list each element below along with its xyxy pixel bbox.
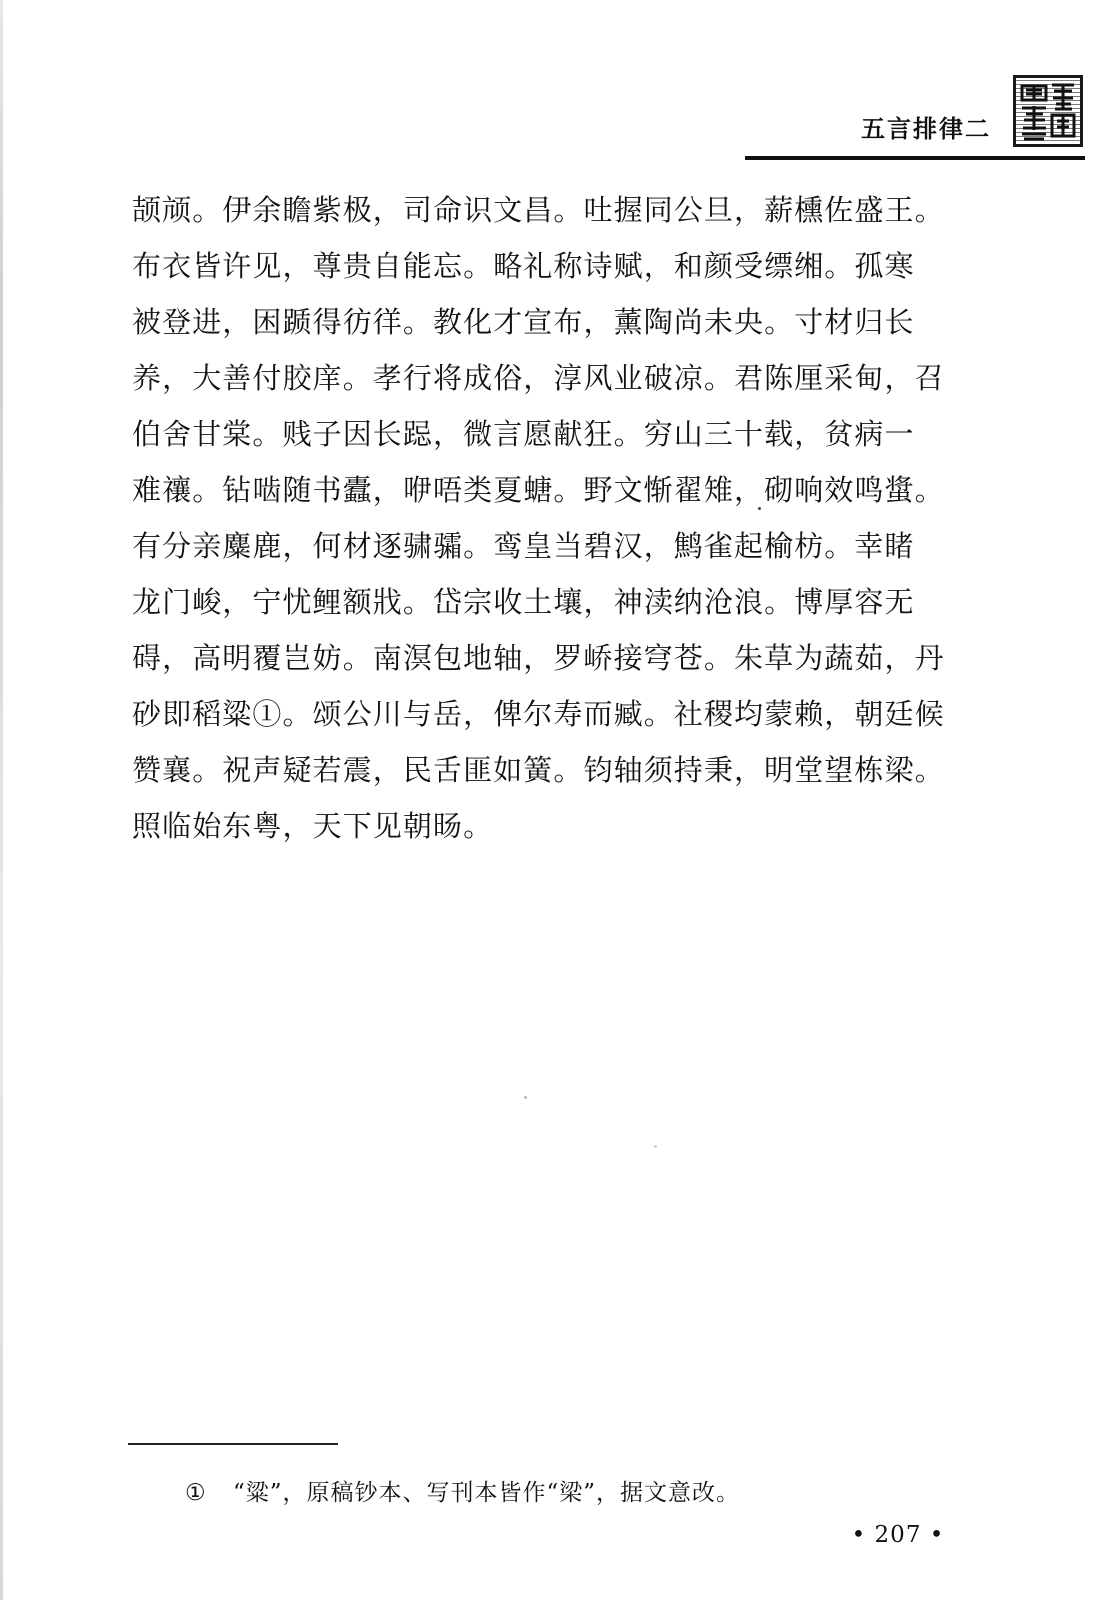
running-header (745, 70, 1090, 170)
footnote-rule (128, 1443, 338, 1445)
poem-line: 碍，高明覆岂妨。南溟包地轴，罗峤接穹苍。朱草为蔬茹，丹 (132, 641, 945, 675)
poem-line: 赞襄。祝声疑若震，民舌匪如簧。钧轴须持秉，明堂望栋梁。 (132, 753, 945, 787)
poem-line: 被登进，困踬得彷徉。教化才宣布，薰陶尚未央。寸材归长 (132, 305, 915, 339)
scan-speck (758, 507, 761, 510)
scan-speck (654, 1145, 657, 1148)
poem-line: 伯舍甘棠。贱子因长跽，微言愿献狂。穷山三十载，贫病一 (132, 417, 915, 451)
page-number: • 207 • (851, 1522, 945, 1548)
footnote-marker: ① (185, 1480, 207, 1506)
seal-stamp-icon (1013, 75, 1083, 147)
poem-line: 龙门峻，宁忧鲤额戕。岱宗收土壤，神渎纳沧浪。博厚容无 (132, 585, 915, 619)
scan-edge-shadow (0, 0, 3, 1600)
footnote-text: “粱”，原稿钞本、写刊本皆作“梁”，据文意改。 (233, 1480, 741, 1506)
poem-line: 颉颃。伊余瞻紫极，司命识文昌。吐握同公旦，薪櫄佐盛王。 (132, 193, 945, 227)
poem-line: 养，大善付胶庠。孝行将成俗，淳风业破凉。君陈厘采甸，召 (132, 361, 945, 395)
poem-line: 布衣皆许见，尊贵自能忘。略礼称诗赋，和颜受缥缃。孤寒 (132, 249, 915, 283)
scan-speck (524, 1096, 527, 1099)
section-title: 五言排律二 (861, 115, 991, 143)
poem-line: 有分亲麋鹿，何材逐骕骦。鸾皇当碧汉，鹪雀起榆枋。幸睹 (132, 529, 915, 563)
header-rule (745, 156, 1085, 160)
poem-line: 难禳。钻啮随书蠹，咿唔类夏螗。野文惭翟雉，砌响效鸣螀。 (132, 473, 945, 507)
footnote (185, 1478, 985, 1508)
poem-line: 砂即稻粱①。颂公川与岳，俾尔寿而臧。社稷均蒙赖，朝廷候 (132, 697, 945, 731)
poem-body (132, 182, 992, 854)
poem-line: 照临始东粤，天下见朝旸。 (132, 809, 494, 843)
